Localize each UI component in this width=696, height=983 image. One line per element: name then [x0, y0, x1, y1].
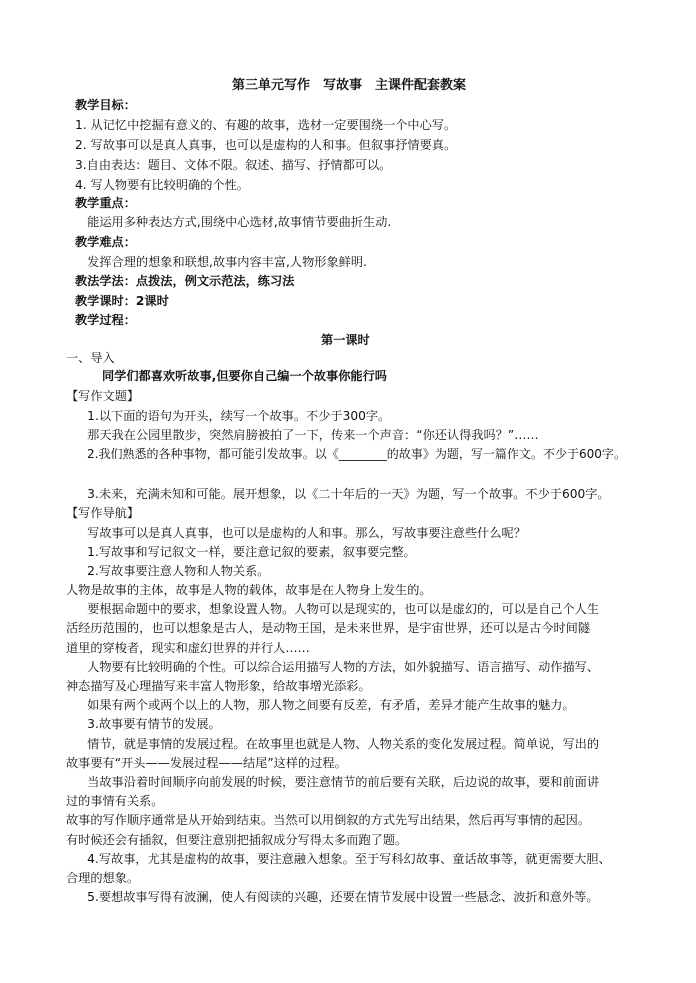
guide-line: 4.写故事，尤其是虚构的故事，要注意融入想象。至于写科幻故事、童话故事等，就更需要大胆、 [75, 852, 611, 866]
step-introduction: 一、导入 [66, 351, 115, 365]
heading-key-points: 教学重点： [75, 196, 136, 210]
guide-line: 人物要有比较明确的个性。可以综合运用描写人物的方法，如外貌描写、语言描写、动作描写、 [75, 660, 600, 674]
guide-line: 合理的想象。 [66, 871, 140, 885]
topic-line: 那天我在公园里散步，突然肩膀被拍了一下，传来一个声音：“你还认得我吗？”…… [75, 428, 539, 442]
guide-line: 要根据命题中的要求，想象设置人物。人物可以是现实的，也可以是虚幻的，可以是自己个人生 [75, 602, 600, 616]
key-point-text: 能运用多种表达方式,围绕中心选材,故事情节要曲折生动. [75, 215, 392, 229]
topic-line: 3.未来，充满未知和可能。展开想象，以《二十年后的一天》为题，写一个故事。不少于600字。 [75, 487, 610, 501]
guide-line: 故事要有“开头——发展过程——结尾”这样的过程。 [66, 756, 347, 770]
document-title: 第三单元写作 写故事 主课件配套教案 [232, 78, 467, 93]
guide-line: 人物是故事的主体，故事是人物的载体，故事是在人物身上发生的。 [66, 583, 432, 597]
heading-process: 教学过程： [75, 313, 136, 327]
heading-writing-topics: 【写作文题】 [66, 389, 140, 403]
goal-line: 4. 写人物要有比较明确的个性。 [75, 178, 249, 192]
class-hours: 教学课时：2课时 [75, 294, 169, 308]
goal-line: 3.自由表达：题目、文体不限。叙述、描写、抒情都可以。 [75, 158, 392, 172]
guide-line: 2.写故事要注意人物和人物关系。 [75, 564, 270, 578]
heading-teaching-goals: 教学目标： [75, 98, 136, 112]
guide-line: 1.写故事和写记叙文一样，要注意记叙的要素，叙事要完整。 [75, 545, 416, 559]
topic-line: 1.以下面的语句为开头，续写一个故事。不少于300字。 [75, 409, 391, 423]
guide-line: 故事的写作顺序通常是从开始到结束。当然可以用倒叙的方式先写出结果，然后再写事情的起因。 [66, 813, 591, 827]
guide-line: 如果有两个或两个以上的人物，那人物之间要有反差，有矛盾，差异才能产生故事的魅力。 [75, 698, 575, 712]
guide-line: 3.故事要有情节的发展。 [75, 717, 221, 731]
section-first-lesson: 第一课时 [321, 333, 370, 347]
guide-line: 神态描写及心理描写来丰富人物形象，给故事增光添彩。 [66, 679, 371, 693]
guide-line: 道里的穿梭者，现实和虚幻世界的并行人…… [66, 641, 310, 655]
guide-line: 过的事情有关系。 [66, 794, 164, 808]
intro-question: 同学们都喜欢听故事,但要你自己编一个故事你能行吗 [102, 369, 387, 383]
teaching-methods: 教法学法：点拨法，例文示范法，练习法 [75, 274, 295, 288]
guide-line: 5.要想故事写得有波澜，使人有阅读的兴趣，还要在情节发展中设置一些悬念、波折和意外等。 [75, 890, 599, 904]
goal-line: 1. 从记忆中挖掘有意义的、有趣的故事，选材一定要围绕一个中心写。 [75, 118, 457, 132]
guide-line: 写故事可以是真人真事，也可以是虚构的人和事。那么，写故事要注意些什么呢？ [75, 526, 526, 540]
heading-difficulties: 教学难点： [75, 235, 136, 249]
guide-line: 当故事沿着时间顺序向前发展的时候，要注意情节的前后要有关联，后边说的故事，要和前面讲 [75, 775, 600, 789]
difficulty-text: 发挥合理的想象和联想,故事内容丰富,人物形象鲜明. [75, 255, 367, 269]
guide-line: 情节，就是事情的发展过程。在故事里也就是人物、人物关系的变化发展过程。简单说，写出的 [75, 737, 600, 751]
guide-line: 活经历范围的，也可以想象是古人，是动物王国，是未来世界，是宇宙世界，还可以是古今时间隧 [66, 621, 591, 635]
guide-line: 有时候还会有插叙，但要注意别把插叙成分写得太多而跑了题。 [66, 833, 408, 847]
heading-writing-guide: 【写作导航】 [66, 506, 140, 520]
topic-line: 2.我们熟悉的各种事物，都可能引发故事。以《________的故事》为题，写一篇作文。不少于600字。 [75, 447, 626, 461]
goal-line: 2. 写故事可以是真人真事，也可以是虚构的人和事。但叙事抒情要真。 [75, 138, 457, 152]
